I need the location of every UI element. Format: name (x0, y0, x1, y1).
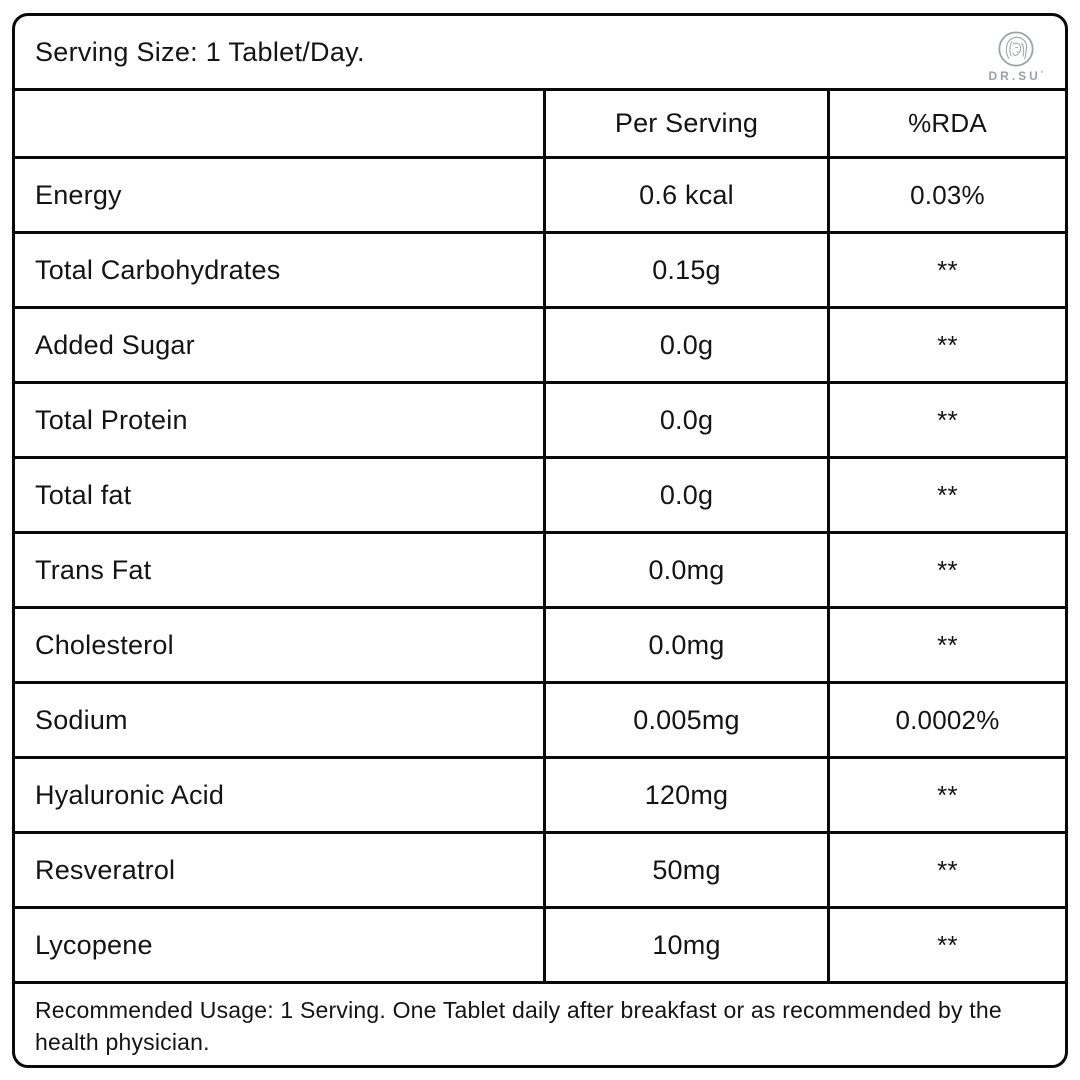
row-rda: ** (827, 756, 1065, 831)
row-per-serving: 0.6 kcal (543, 156, 827, 231)
row-per-serving: 0.15g (543, 231, 827, 306)
row-per-serving: 10mg (543, 906, 827, 981)
row-label: Hyaluronic Acid (15, 756, 543, 831)
serving-size-bar (15, 16, 1065, 88)
nutrition-table (15, 88, 1065, 981)
column-header-per-serving: Per Serving (543, 88, 827, 156)
brand-name: DR.SU' (988, 68, 1043, 83)
serving-size-text: Serving Size: 1 Tablet/Day. (35, 36, 365, 67)
column-header-blank (15, 88, 543, 156)
row-per-serving: 0.0mg (543, 606, 827, 681)
row-rda: ** (827, 306, 1065, 381)
brand-face-icon (997, 30, 1035, 68)
nutrition-facts-label (12, 13, 1068, 1068)
row-per-serving: 0.005mg (543, 681, 827, 756)
row-label: Total Protein (15, 381, 543, 456)
row-rda: ** (827, 606, 1065, 681)
row-label: Total fat (15, 456, 543, 531)
row-per-serving: 0.0g (543, 306, 827, 381)
row-label: Lycopene (15, 906, 543, 981)
row-per-serving: 0.0g (543, 456, 827, 531)
row-per-serving: 0.0g (543, 381, 827, 456)
row-label: Trans Fat (15, 531, 543, 606)
row-rda: ** (827, 531, 1065, 606)
row-label: Added Sugar (15, 306, 543, 381)
row-per-serving: 0.0mg (543, 531, 827, 606)
row-per-serving: 50mg (543, 831, 827, 906)
brand-mark: ' (1040, 68, 1043, 79)
row-rda: ** (827, 231, 1065, 306)
row-rda: 0.03% (827, 156, 1065, 231)
row-label: Cholesterol (15, 606, 543, 681)
row-rda: 0.0002% (827, 681, 1065, 756)
row-rda: ** (827, 456, 1065, 531)
row-rda: ** (827, 381, 1065, 456)
recommended-usage-text: Recommended Usage: 1 Serving. One Tablet daily after breakfast or as recommended by the health physician. (15, 981, 1065, 1065)
brand-logo (989, 30, 1043, 83)
row-label: Total Carbohydrates (15, 231, 543, 306)
row-per-serving: 120mg (543, 756, 827, 831)
row-label: Sodium (15, 681, 543, 756)
row-label: Energy (15, 156, 543, 231)
row-label: Resveratrol (15, 831, 543, 906)
row-rda: ** (827, 906, 1065, 981)
row-rda: ** (827, 831, 1065, 906)
column-header-rda: %RDA (827, 88, 1065, 156)
